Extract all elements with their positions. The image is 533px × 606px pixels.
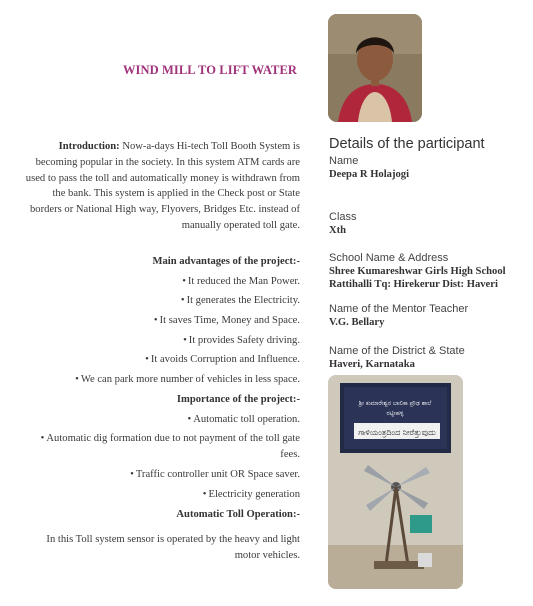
- importance-heading: Importance of the project:-: [176, 394, 300, 405]
- list-item: • It avoids Corruption and Influence.: [145, 354, 300, 366]
- class-block: [329, 211, 529, 237]
- participant-photo: [328, 14, 422, 122]
- participant-heading: Details of the participant: [329, 136, 485, 152]
- school-label: School Name & Address: [329, 252, 449, 264]
- list-item: • It reduced the Man Power.: [182, 275, 300, 287]
- name-block: [329, 155, 529, 181]
- introduction-label: Introduction:: [58, 141, 120, 152]
- list-item: • Automatic toll operation.: [187, 413, 300, 425]
- svg-text:ಗಾಳಿಯಂತ್ರದಿಂದ ನೀರೆತ್ತುವುದು: ಗಾಳಿಯಂತ್ರದಿಂದ ನೀರೆತ್ತುವುದು: [358, 428, 436, 437]
- advantages-heading: Main advantages of the project:-: [152, 256, 300, 267]
- importance-section: [22, 392, 300, 506]
- page-title: WIND MILL TO LIFT WATER: [122, 63, 298, 77]
- district-block: [329, 345, 529, 371]
- advantages-section: [22, 254, 300, 392]
- operation-text: In this Toll system sensor is operated by the heavy and light motor vehicles.: [46, 533, 300, 561]
- district-label: Name of the District & State: [329, 345, 465, 357]
- introduction-text: Now-a-days Hi-tech Toll Booth System is becoming popular in the society. In this system ATM cards are used to pass the toll and automatically money is withdrawn from the bank. This system is applied in the Check post or State borders or National High way, Flyovers, Bridges Etc. instead of manually operated toll gate.: [25, 141, 300, 231]
- svg-text:ಶ್ರೀ ಕುಮಾರೇಶ್ವರ ಬಾಲಿಕಾ ಪ್ರೌಢ ಶ: ಶ್ರೀ ಕುಮಾರೇಶ್ವರ ಬಾಲಿಕಾ ಪ್ರೌಢ ಶಾಲೆ: [358, 400, 432, 407]
- school-line-1: Shree Kumareshwar Girls High School: [329, 266, 506, 277]
- operation-heading: Automatic Toll Operation:-: [176, 509, 300, 520]
- school-block: [329, 252, 529, 291]
- importance-list: [22, 412, 300, 503]
- district-value: Haveri, Karnataka: [329, 359, 415, 370]
- mentor-value: V.G. Bellary: [329, 317, 385, 328]
- list-item: • We can park more number of vehicles in less space.: [75, 374, 300, 386]
- list-item: • It saves Time, Money and Space.: [153, 315, 300, 327]
- list-item: • It generates the Electricity.: [180, 295, 300, 307]
- introduction-paragraph: [22, 139, 300, 234]
- mentor-block: [329, 303, 529, 329]
- svg-text:ರಟ್ಟೀಹಳ್ಳಿ: ರಟ್ಟೀಹಳ್ಳಿ: [386, 410, 404, 417]
- list-item: • Electricity generation: [202, 488, 300, 500]
- school-line-2: Rattihalli Tq: Hirekerur Dist: Haveri: [329, 279, 498, 290]
- list-item: • It provides Safety driving.: [183, 334, 300, 346]
- list-item: • Automatic dig formation due to not payment of the toll gate fees.: [40, 433, 300, 461]
- advantages-list: [22, 274, 300, 388]
- operation-section: [22, 507, 300, 563]
- name-label: Name: [329, 155, 359, 167]
- class-label: Class: [329, 211, 357, 223]
- project-photo: [328, 375, 463, 589]
- name-value: Deepa R Holajogi: [329, 169, 410, 180]
- mentor-label: Name of the Mentor Teacher: [329, 303, 469, 315]
- list-item: • Traffic controller unit OR Space saver.: [130, 468, 300, 480]
- class-value: Xth: [329, 225, 347, 236]
